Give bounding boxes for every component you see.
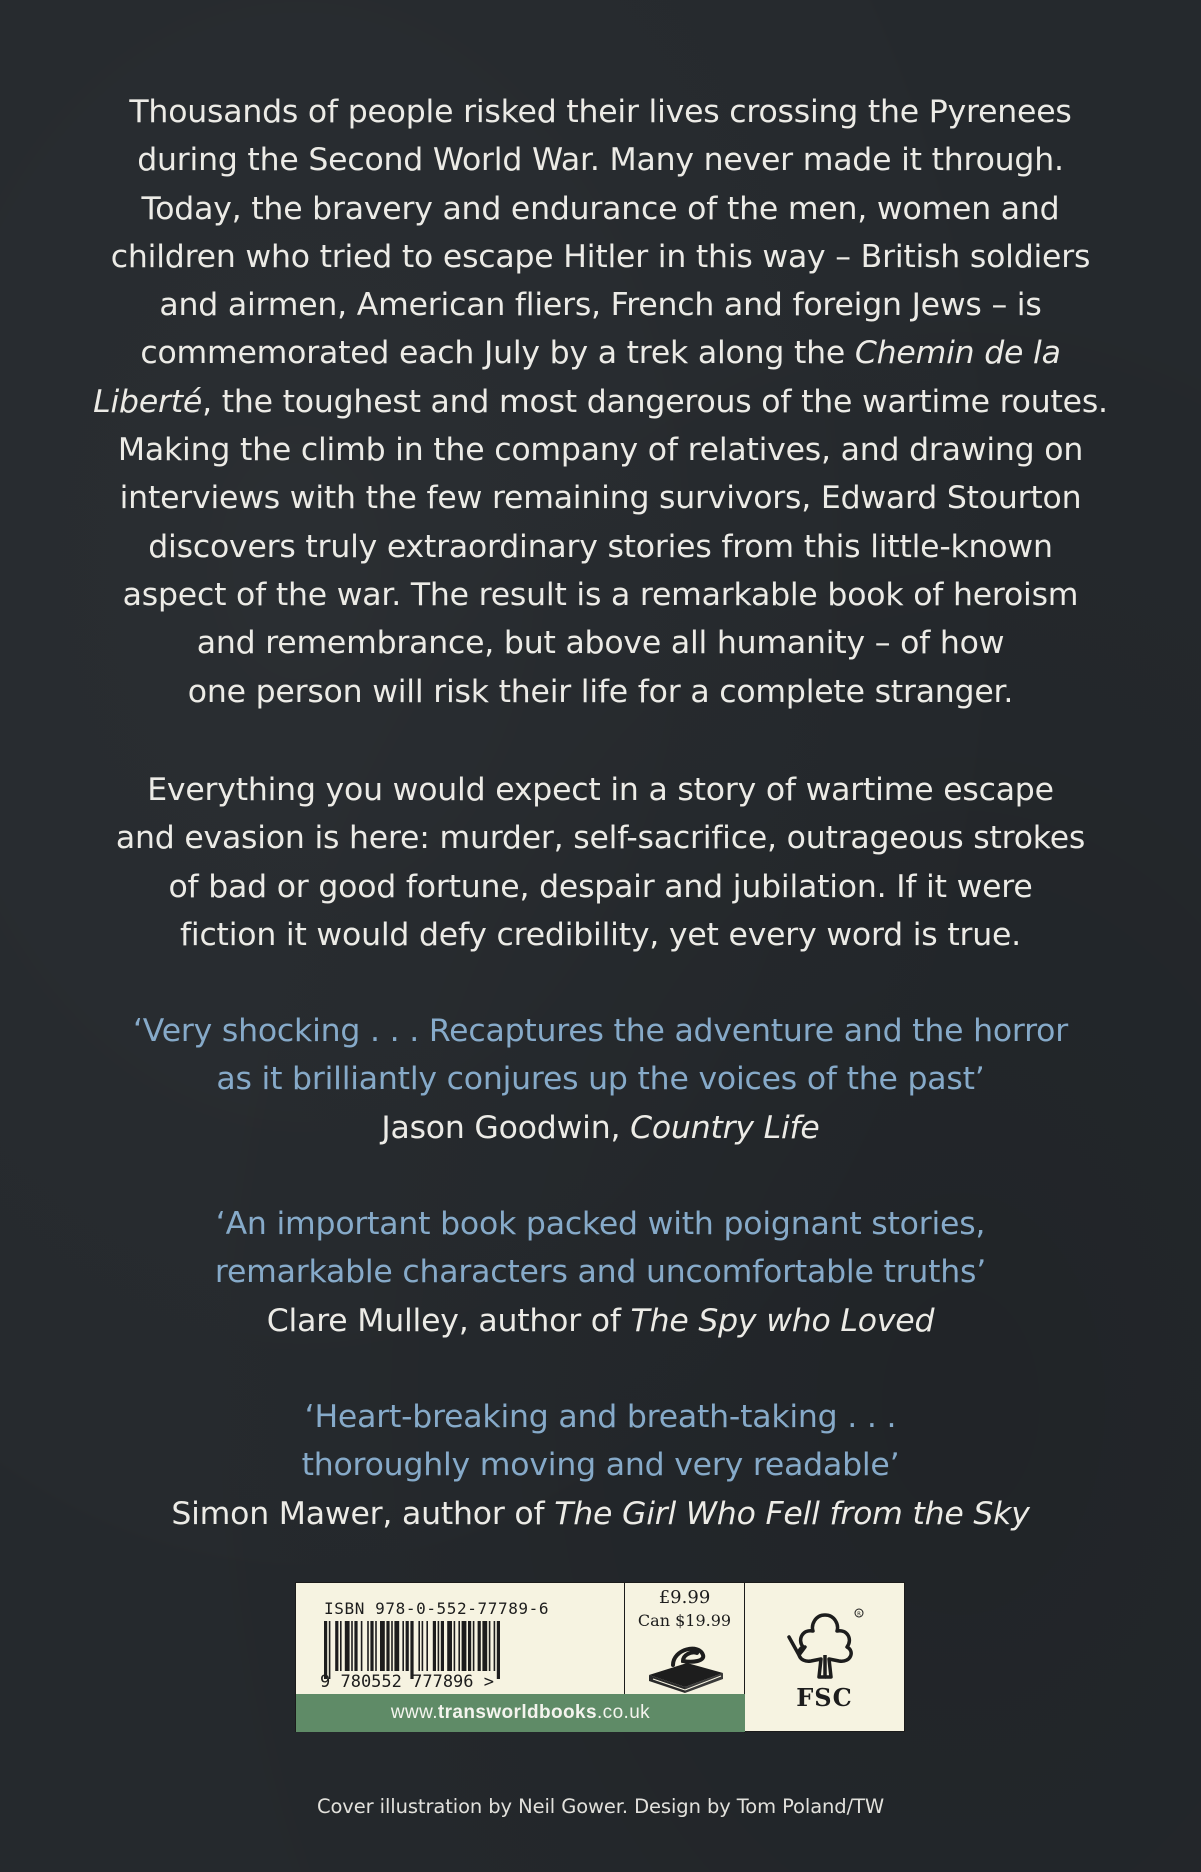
blurb-line: of bad or good fortune, despair and jubilation. If it were	[168, 868, 1033, 905]
barcode-panel	[295, 1582, 905, 1732]
quote-attribution: Simon Mawer, author of The Girl Who Fell from the Sky	[171, 1495, 1030, 1532]
quote-attribution: Clare Mulley, author of The Spy who Loved	[266, 1302, 935, 1339]
barcode-bar	[482, 1621, 487, 1671]
price-can: Can $19.99	[637, 1611, 732, 1630]
review-quote-1	[90, 1007, 1111, 1152]
barcode-bar	[478, 1621, 481, 1671]
barcode-bar	[438, 1621, 440, 1671]
barcode-bar	[391, 1621, 393, 1671]
blurb-line: Everything you would expect in a story of wartime escape	[147, 772, 1054, 808]
blurb-line: and remembrance, but above all humanity – of how	[196, 625, 1005, 662]
quote-line: ‘Very shocking . . . Recaptures the adventure and the horror	[132, 1013, 1068, 1049]
barcode-bar	[462, 1621, 467, 1671]
website-name: transworldbooks	[437, 1702, 597, 1723]
blurb-line: and airmen, American fliers, French and foreign Jews – is	[159, 287, 1042, 324]
quote-line: remarkable characters and uncomfortable truths’	[214, 1254, 987, 1291]
fsc-tree-icon	[775, 1603, 875, 1683]
barcode-bar	[426, 1621, 428, 1671]
barcode-bar	[410, 1621, 413, 1679]
blurb-paragraph-1	[90, 88, 1111, 716]
quote-attribution: Jason Goodwin, Country Life	[381, 1109, 820, 1146]
blurb-line: Liberté, the toughest and most dangerous of the wartime routes.	[93, 383, 1108, 420]
barcode-digits: 9 780552 777896 >	[320, 1672, 494, 1691]
barcode-bar	[367, 1621, 369, 1671]
blurb-line: aspect of the war. The result is a remarkable book of heroism	[122, 576, 1079, 613]
barcode-bar	[329, 1621, 331, 1679]
blurb-line: fiction it would defy credibility, yet every word is true.	[180, 916, 1021, 953]
review-quote-2	[90, 1200, 1111, 1345]
barcode-box	[296, 1583, 625, 1694]
quote-line: thoroughly moving and very readable’	[301, 1447, 900, 1484]
blurb-paragraph-2	[90, 766, 1111, 959]
barcode-bar	[345, 1621, 350, 1671]
barcode-bar	[351, 1621, 353, 1671]
barcode-bar	[418, 1621, 420, 1671]
barcode-bar	[433, 1621, 436, 1671]
barcode-bar	[468, 1621, 471, 1671]
barcode-bar	[441, 1621, 444, 1671]
barcode-bar	[447, 1621, 452, 1671]
fsc-label: FSC	[796, 1683, 853, 1712]
barcode-bar	[361, 1621, 363, 1671]
barcode-bar	[494, 1621, 496, 1671]
barcode-bar	[497, 1621, 500, 1679]
review-quote-3	[90, 1393, 1111, 1538]
barcode-bar	[386, 1621, 389, 1671]
quote-line: ‘Heart-breaking and breath-taking . . .	[304, 1399, 897, 1435]
blurb-line: one person will risk their life for a complete stranger.	[187, 673, 1014, 710]
website-strip[interactable]	[296, 1694, 745, 1732]
barcode-bar	[402, 1621, 404, 1671]
blurb-line: during the Second World War. Many never made it through.	[137, 142, 1064, 179]
barcode-bar	[473, 1621, 475, 1671]
blurb-line: commemorated each July by a trek along the Chemin de la	[140, 335, 1061, 372]
barcode-bar	[380, 1621, 385, 1671]
barcode-bar	[375, 1621, 377, 1671]
price-gbp: £9.99	[658, 1587, 711, 1608]
quote-line: as it brilliantly conjures up the voices of the past’	[216, 1061, 985, 1098]
website-suffix: .co.uk	[596, 1702, 651, 1723]
quote-line: ‘An important book packed with poignant stories,	[215, 1206, 986, 1242]
barcode-bar	[354, 1621, 357, 1671]
barcode-bar	[454, 1621, 456, 1671]
isbn-text: ISBN 978-0-552-77789-6	[324, 1599, 550, 1618]
blurb-line: children who tried to escape Hitler in this way – British soldiers	[110, 238, 1091, 275]
barcode-bar	[324, 1621, 327, 1679]
blurb-line: discovers truly extraordinary stories from this little-known	[148, 528, 1053, 565]
barcode-bar	[394, 1621, 399, 1671]
blurb-line: Today, the bravery and endurance of the men, women and	[141, 190, 1060, 227]
barcode-icon	[320, 1621, 610, 1691]
barcode-bar	[335, 1621, 338, 1671]
barcode-bar	[370, 1621, 373, 1671]
barcode-bar	[406, 1621, 409, 1671]
design-credits: Cover illustration by Neil Gower. Design by Tom Poland/TW	[316, 1795, 885, 1818]
barcode-bar	[458, 1621, 460, 1671]
svg-text:R: R	[857, 1611, 861, 1618]
barcode-bar	[422, 1621, 424, 1671]
barcode-bar	[340, 1621, 342, 1671]
blurb-line: and evasion is here: murder, self-sacrifice, outrageous strokes	[115, 820, 1086, 857]
blurb-line: interviews with the few remaining survivors, Edward Stourton	[119, 480, 1082, 517]
fsc-box	[745, 1583, 904, 1733]
barcode-bar	[489, 1621, 491, 1671]
website-prefix: www.	[390, 1702, 438, 1723]
blurb-line: Making the climb in the company of relatives, and drawing on	[117, 432, 1084, 469]
blurb-line: Thousands of people risked their lives crossing the Pyrenees	[129, 94, 1072, 130]
ebook-icon	[643, 1635, 727, 1697]
